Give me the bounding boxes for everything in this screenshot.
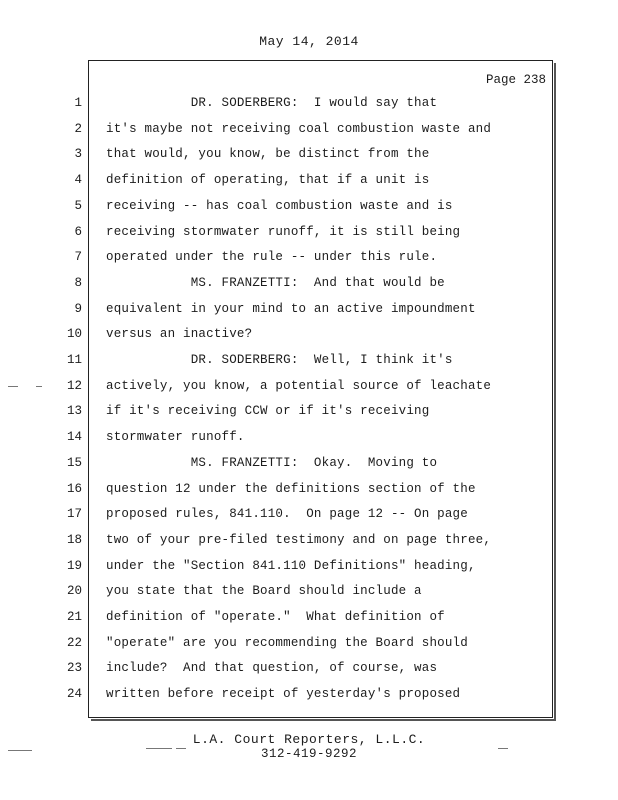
line-text: DR. SODERBERG: Well, I think it's [106, 353, 453, 367]
line-text: operated under the rule -- under this rule. [106, 250, 438, 264]
line-text: receiving -- has coal combustion waste and is [106, 199, 453, 213]
scan-artifact [498, 748, 508, 749]
reporter-phone: 312-419-9292 [260, 747, 357, 761]
line-number: 16 [66, 482, 82, 496]
line-number: 8 [74, 276, 82, 290]
line-number: 18 [66, 533, 82, 547]
line-text: MS. FRANZETTI: And that would be [106, 276, 445, 290]
line-number: 4 [74, 173, 82, 187]
line-text: you state that the Board should include a [106, 584, 422, 598]
line-number: 22 [66, 636, 82, 650]
transcript-date: May 14, 2014 [259, 34, 359, 49]
line-number: 23 [66, 661, 82, 675]
line-text: two of your pre-filed testimony and on page three, [106, 533, 492, 547]
line-text: definition of "operate." What definition of [106, 610, 445, 624]
line-text: it's maybe not receiving coal combustion waste and [106, 122, 492, 136]
scan-artifact [8, 750, 32, 751]
line-text: under the "Section 841.110 Definitions" heading, [106, 559, 476, 573]
scan-artifact [146, 748, 172, 749]
line-number: 12 [66, 379, 82, 393]
line-text: that would, you know, be distinct from the [106, 147, 430, 161]
line-number: 14 [66, 430, 82, 444]
line-number: 7 [74, 250, 82, 264]
line-number: 1 [74, 96, 82, 110]
line-number: 11 [66, 353, 82, 367]
line-number: 24 [66, 687, 82, 701]
line-text: equivalent in your mind to an active impoundment [106, 302, 476, 316]
scan-artifact [36, 386, 42, 387]
line-number: 17 [66, 507, 82, 521]
line-number: 19 [66, 559, 82, 573]
line-text: MS. FRANZETTI: Okay. Moving to [106, 456, 438, 470]
line-number: 21 [66, 610, 82, 624]
line-text: if it's receiving CCW or if it's receiving [106, 404, 430, 418]
line-text: DR. SODERBERG: I would say that [106, 96, 438, 110]
line-number: 5 [74, 199, 82, 213]
line-text: actively, you know, a potential source of leachate [106, 379, 492, 393]
line-text: include? And that question, of course, was [106, 661, 438, 675]
scan-artifact [176, 748, 186, 749]
line-number: 13 [66, 404, 82, 418]
line-number: 10 [66, 327, 82, 341]
line-number: 6 [74, 225, 82, 239]
line-number: 20 [66, 584, 82, 598]
line-text: definition of operating, that if a unit is [106, 173, 430, 187]
page-number: Page 238 [485, 73, 546, 87]
line-number: 3 [74, 147, 82, 161]
line-text: versus an inactive? [106, 327, 253, 341]
line-number: 15 [66, 456, 82, 470]
scan-artifact [8, 386, 18, 387]
line-text: written before receipt of yesterday's proposed [106, 687, 461, 701]
line-text: question 12 under the definitions section of the [106, 482, 476, 496]
line-text: "operate" are you recommending the Board should [106, 636, 468, 650]
line-number: 2 [74, 122, 82, 136]
line-text: receiving stormwater runoff, it is still being [106, 225, 461, 239]
line-text: stormwater runoff. [106, 430, 245, 444]
reporter-company: L.A. Court Reporters, L.L.C. [192, 732, 426, 747]
line-number: 9 [74, 302, 82, 316]
line-text: proposed rules, 841.110. On page 12 -- On page [106, 507, 468, 521]
